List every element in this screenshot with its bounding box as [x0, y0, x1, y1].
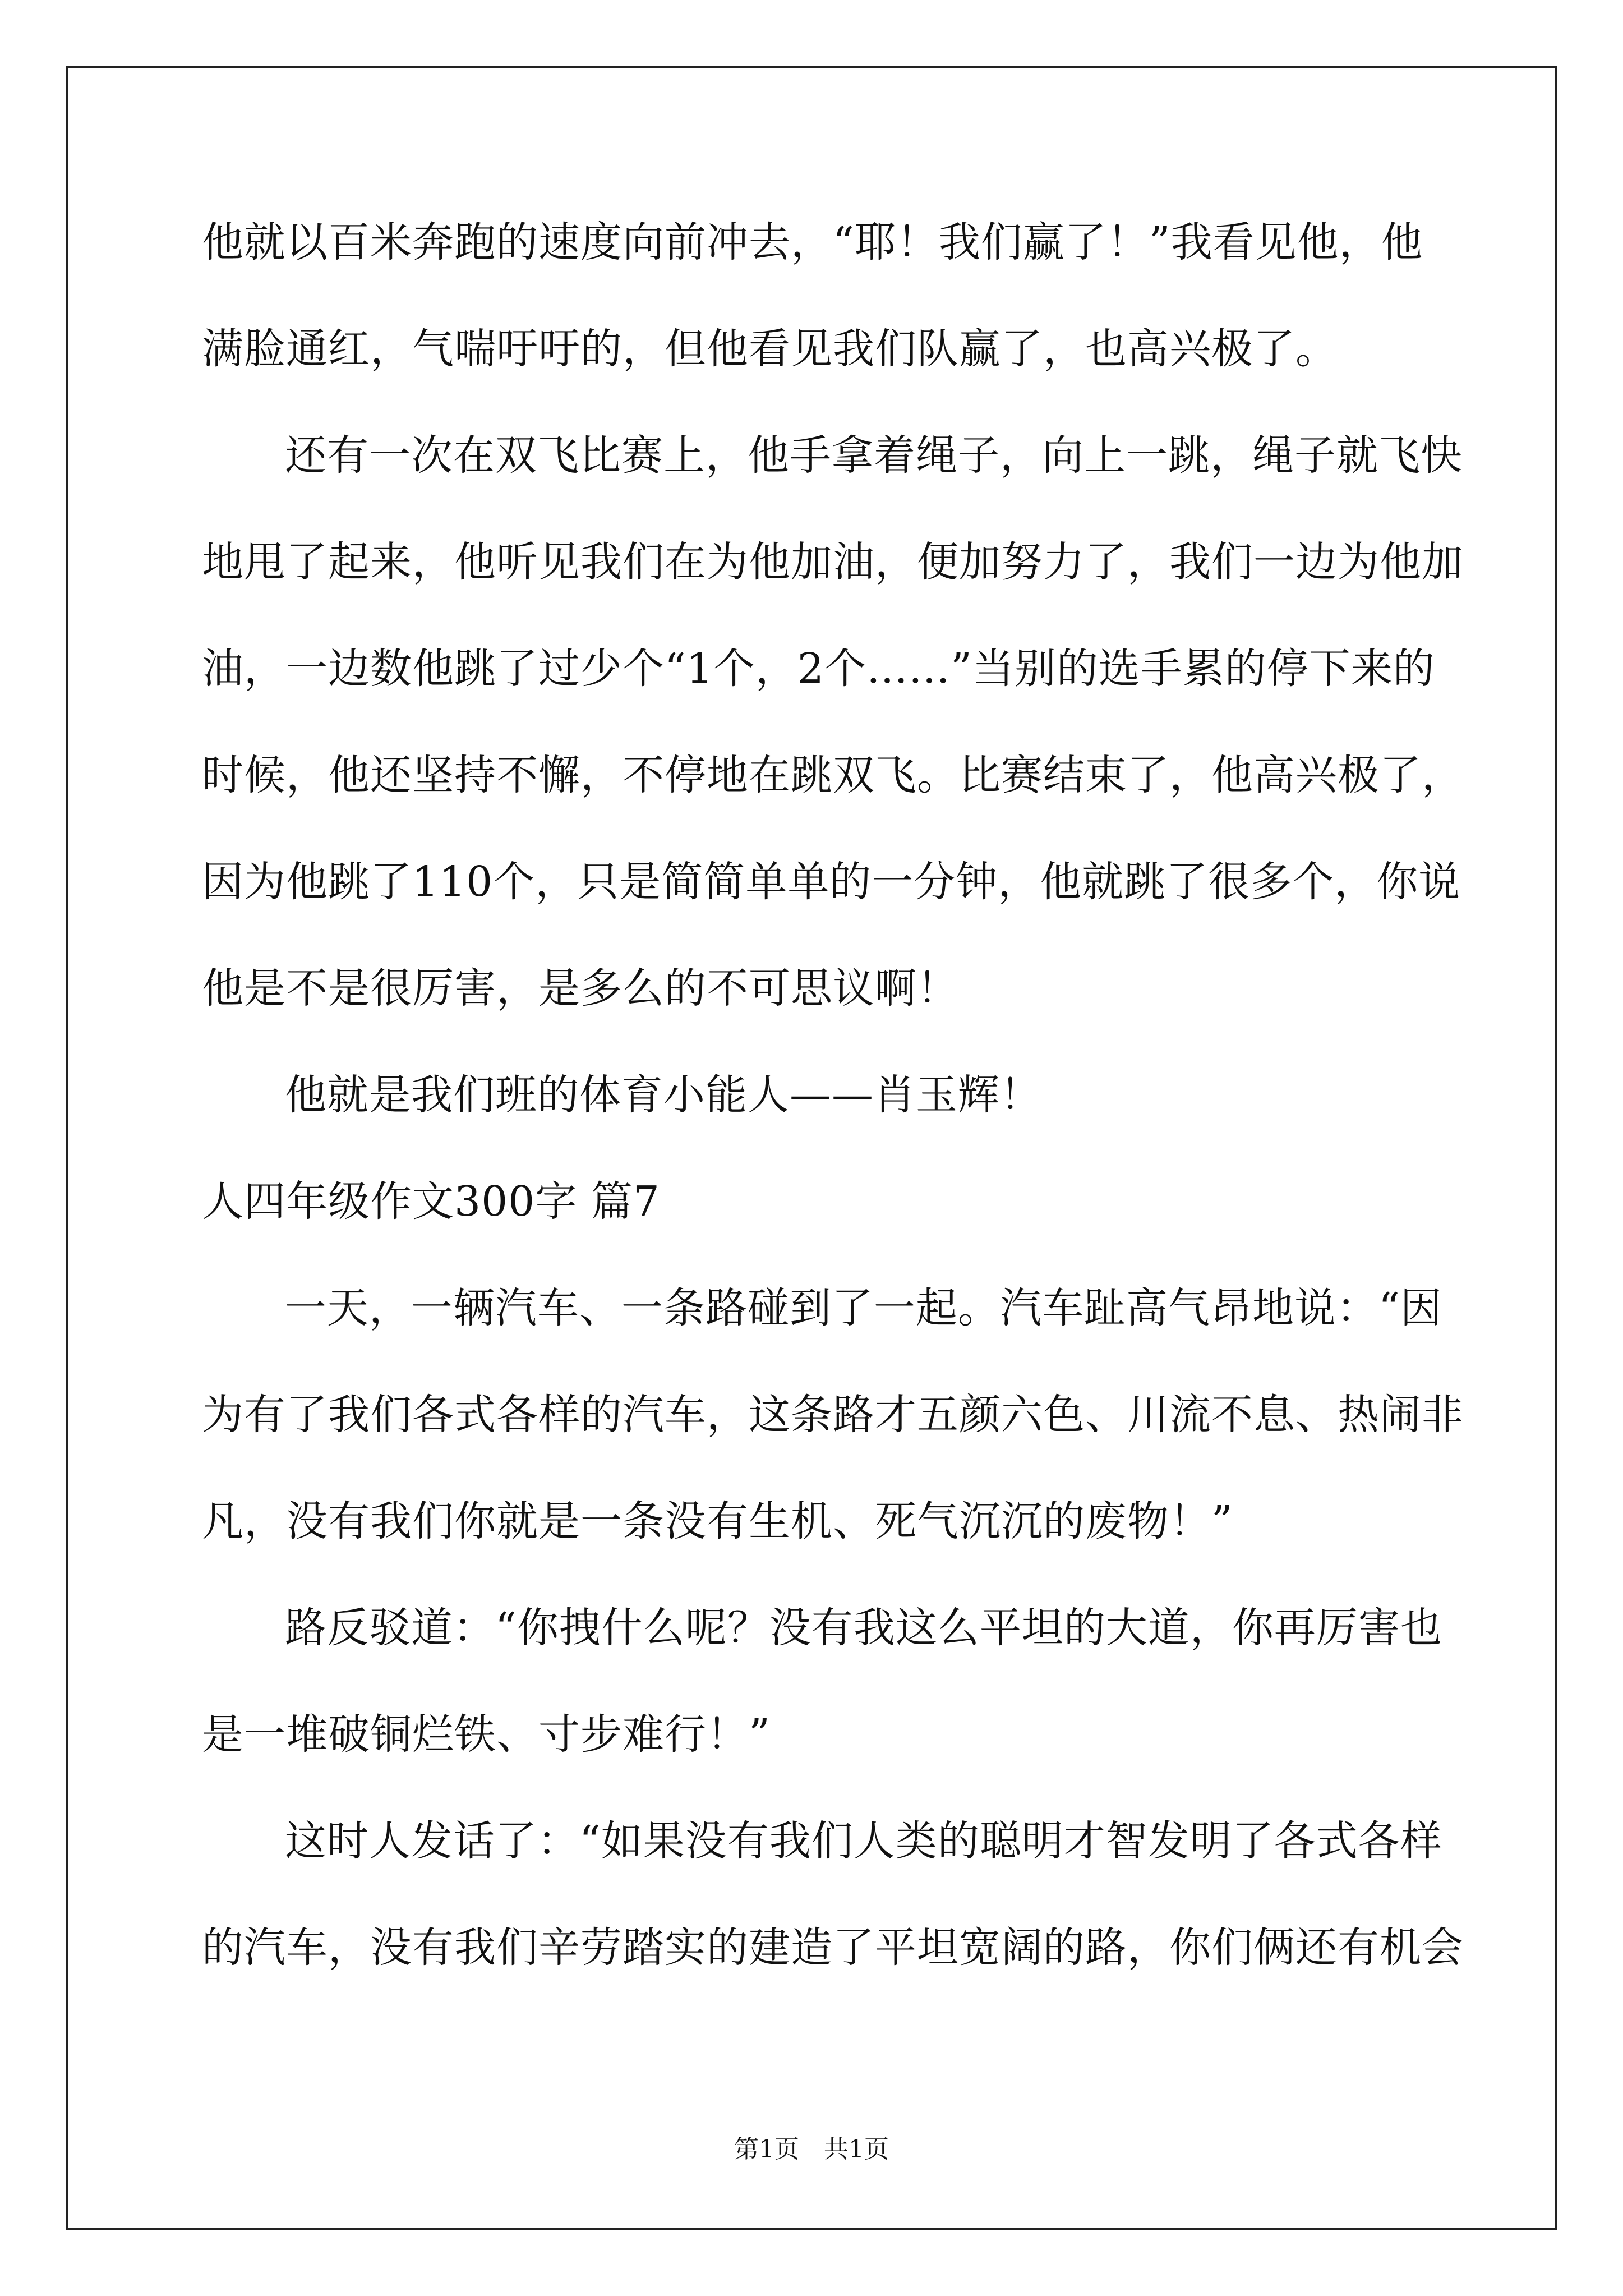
text-line: 为有了我们各式各样的汽车，这条路才五颜六色、川流不息、热闹非 — [202, 1391, 1464, 1439]
document-body — [202, 215, 1464, 2027]
page-footer: 第1页 共1页 — [734, 2135, 889, 2164]
text-line: 地甩了起来，他听见我们在为他加油，便加努力了，我们一边为他加 — [202, 538, 1464, 586]
text-line: 他就是我们班的体育小能人——肖玉辉！ — [285, 1071, 1042, 1119]
text-line: 凡，没有我们你就是一条没有生机、死气沉沉的废物！” — [202, 1497, 1233, 1545]
text-line: 油，一边数他跳了过少个“1个，2个……”当别的选手累的停下来的 — [202, 645, 1435, 693]
text-line: 一天，一辆汽车、一条路碰到了一起。汽车趾高气昂地说：“因 — [285, 1284, 1442, 1332]
section-heading: 人四年级作文300字 篇7 — [202, 1177, 660, 1226]
text-line: 是一堆破铜烂铁、寸步难行！” — [202, 1710, 771, 1759]
text-line: 他是不是很厉害，是多么的不可思议啊！ — [202, 964, 959, 1013]
text-line: 这时人发话了：“如果没有我们人类的聪明才智发明了各式各样 — [285, 1817, 1442, 1865]
text-line: 的汽车，没有我们辛劳踏实的建造了平坦宽阔的路，你们俩还有机会 — [202, 1924, 1464, 1972]
text-line: 因为他跳了110个，只是简简单单的一分钟，他就跳了很多个，你说 — [202, 858, 1461, 906]
text-line: 满脸通红，气喘吁吁的，但他看见我们队赢了，也高兴极了。 — [202, 325, 1338, 373]
text-line: 路反驳道：“你拽什么呢？没有我这么平坦的大道，你再厉害也 — [285, 1604, 1442, 1652]
text-line: 还有一次在双飞比赛上，他手拿着绳子，向上一跳，绳子就飞快 — [285, 431, 1463, 480]
text-line: 时候，他还坚持不懈，不停地在跳双飞。比赛结束了，他高兴极了， — [202, 751, 1464, 799]
text-line: 他就以百米奔跑的速度向前冲去，“耶！我们赢了！”我看见他，他 — [202, 218, 1423, 266]
